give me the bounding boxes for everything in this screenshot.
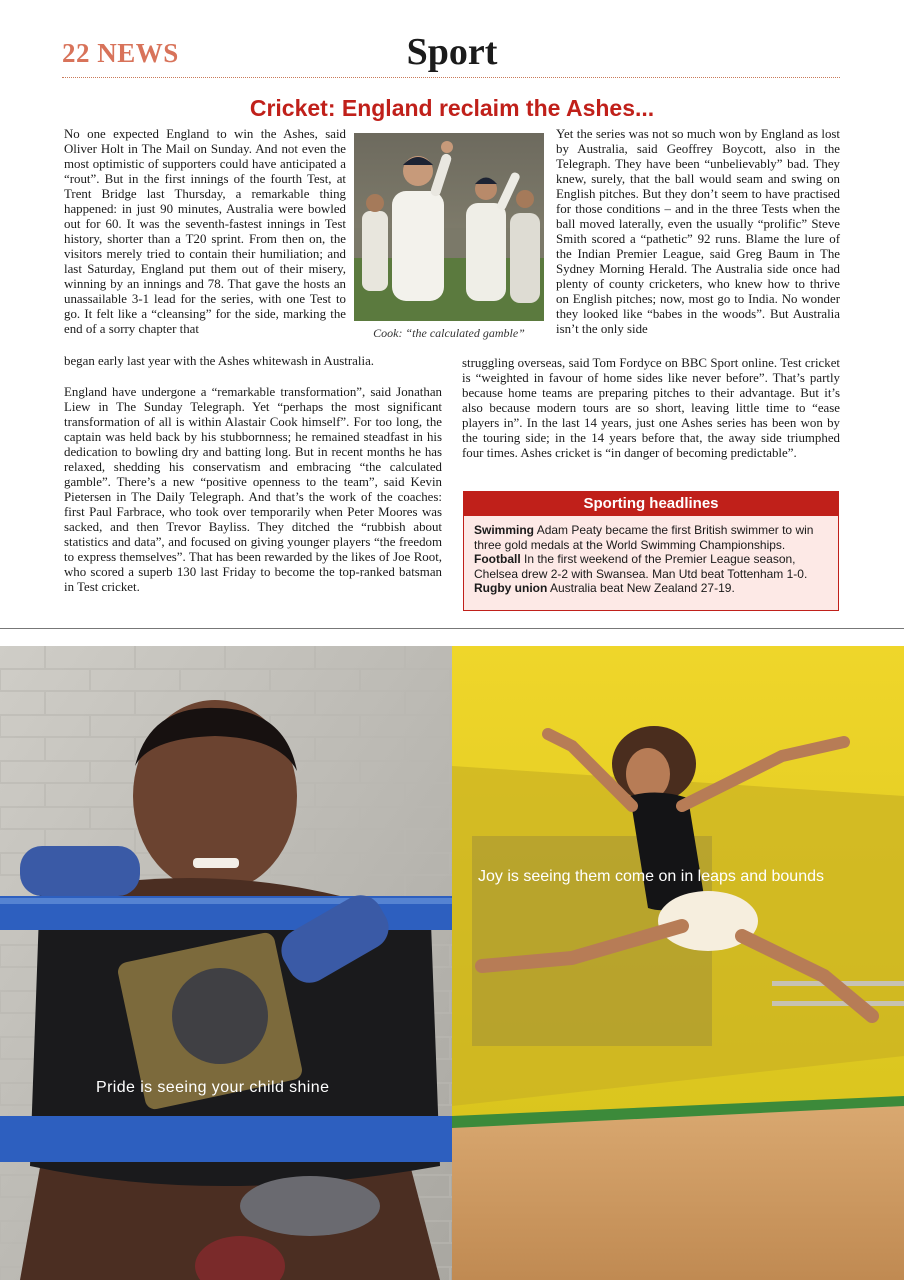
sporting-headlines-title: Sporting headlines: [464, 492, 838, 516]
advert-left-text: Pride is seeing your child shine: [96, 1079, 330, 1096]
article-headline: Cricket: England reclaim the Ashes...: [249, 95, 655, 121]
cricket-photo: [354, 133, 544, 321]
advert-right-text: Joy is seeing them come on in leaps and bounds: [478, 868, 824, 885]
headline-item-label: Swimming: [474, 523, 535, 537]
headline-item-text: In the first weekend of the Premier League season, Chelsea drew 2-2 with Swansea. Man Utd beat Tottenham 1-0.: [474, 552, 808, 581]
photo-caption: Cook: “the calculated gamble”: [373, 326, 525, 340]
headline-item: [474, 552, 828, 581]
article-paragraph-2: England have undergone a “remarkable transformation”, said Jonathan Liew in The Sunday Telegraph. Yet “perhaps the most significant transformation of all is within Alastair Cook himself”. For too long, the captain was held back by his stubbornness; he remained steadfast in his dedication to bowling dry and batting long. But in recent months he has relaxed, shedding his conservatism and embracing “the calculated gamble”. There’s a new “positive openness to the team”, said Kevin Pietersen in The Daily Telegraph. And that’s the work of the coaches: first Paul Farbrace, who took over temporarily when Peter Moores was sacked, and then Trevor Bayliss. They ditched the “rubbish about statistics and data”, and focused on giving younger players “the freedom to express themselves”. That has been rewarded by the likes of Joe Root, who scored a superb 130 last Friday to become the top-ranked batsman in Test cricket.: [64, 385, 442, 594]
advert-boxing-photo: [0, 646, 452, 1280]
page-number: 22 NEWS: [62, 38, 179, 68]
headline-item: [474, 523, 828, 552]
headline-item-label: Football: [474, 552, 521, 567]
headline-item: [474, 581, 828, 596]
advert-dance-photo: [452, 646, 904, 1280]
advert-divider: [0, 628, 904, 629]
article-column-right: [556, 127, 840, 337]
section-title: Sport: [406, 31, 498, 73]
article-paragraph-3: Yet the series was not so much won by England as lost by Australia, said Geoffrey Boycott, also in the Telegraph. They have been “unbelievably” bad. They knew, surely, that the ball would seam and swing on English pitches. But they don’t seem to have practised for those conditions – and in the three Tests when the ball moved laterally, even the usually “prolific” Steve Smith scored a “pathetic” 92 runs. Blame the lure of the Indian Premier League, said Greg Baum in The Sydney Morning Herald. The Australia side once had plenty of county cricketers, who knew how to thrive on English pitches; now, most go to India. No wonder they looked like “babes in the woods”. But Australia isn’t the only side: [556, 127, 840, 336]
headline-item-text: Adam Peaty became the first British swimmer to win three gold medals at the World Swimming Championships.: [474, 523, 814, 552]
article-paragraph-1: No one expected England to win the Ashes, said Oliver Holt in The Mail on Sunday. And not even the most optimistic of supporters could have anticipated a “rout”. But in the first innings of the fourth Test, at Trent Bridge last Thursday, a remarkable thing happened: in just 90 minutes, Australia were bowled out for 60. It was the seventh-fastest innings in Test history, shorter than a T20 sprint. From then on, the visitors merely tried to contain their humiliation; and last Saturday, England put them out of their misery, winning by an innings and 78. That gave the hosts an unassailable 3-1 lead for the series, with one Test to go. It felt like a “cleansing” for the side, marking the end of a sorry chapter that: [64, 127, 346, 336]
article-paragraph-1-end: began early last year with the Ashes whitewash in Australia.: [64, 354, 375, 368]
headline-item-label: Rugby union: [474, 581, 548, 596]
sporting-headlines-body: [464, 516, 838, 596]
article-column-left-lower: [64, 385, 442, 595]
header-divider: [62, 77, 840, 78]
article-column-right-lower: [462, 356, 840, 461]
headline-item-text: Australia beat New Zealand 27-19.: [547, 581, 735, 596]
article-paragraph-3-continued: struggling overseas, said Tom Fordyce on BBC Sport online. Test cricket is “weighted in favour of home sides like never before”. That’s partly because home teams are preparing pitches to their advantage. But it’s also because modern tours are so short, leaving little time to “ease players in”. In the last 14 years, just one Ashes series has been won by the touring side; in the 14 years before that, the away side triumphed four times. Ashes cricket is “in danger of becoming predictable”.: [462, 356, 840, 460]
sporting-headlines-box: [463, 491, 839, 611]
article-column-left: [64, 127, 346, 337]
